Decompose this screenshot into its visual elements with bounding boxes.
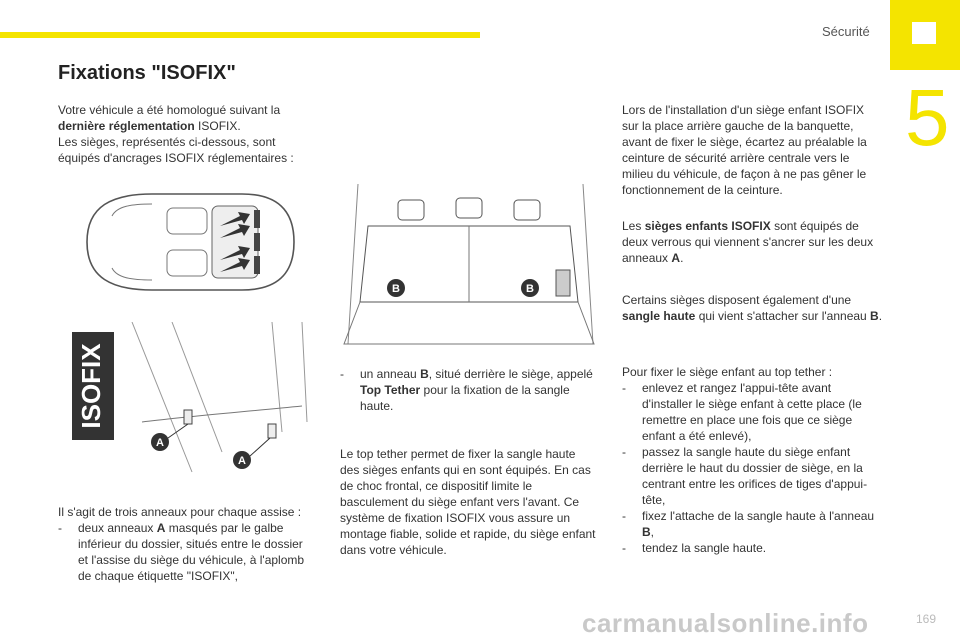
section-label: Sécurité xyxy=(822,24,870,39)
list-item xyxy=(622,380,884,444)
list-item-bold: Top Tether xyxy=(360,383,421,397)
list-item-bold: B xyxy=(420,367,429,381)
list-item-text: deux anneaux xyxy=(78,521,157,535)
para-bold: B xyxy=(870,309,879,323)
trunk-figure xyxy=(338,184,600,352)
chapter-tab-icon xyxy=(912,22,936,44)
para-text: Certains sièges disposent également d'une xyxy=(622,293,852,307)
chapter-tab xyxy=(890,0,960,70)
para-text: Les xyxy=(622,219,645,233)
para-bold: A xyxy=(671,251,681,265)
list-item-text: enlevez et rangez l'appui-tête avant d'installer le siège enfant à cette place (le remettre en place une fois que ce siège enfant a été enlevé), xyxy=(642,381,862,443)
anchor-a-label-1: A xyxy=(156,437,164,449)
list-item xyxy=(622,444,884,508)
list-item-bold: A xyxy=(156,521,166,535)
intro-paragraph xyxy=(58,102,318,166)
para-bold: sièges enfants ISOFIX xyxy=(644,219,771,233)
chapter-number: 5 xyxy=(905,73,950,162)
anchor-b-label-1: B xyxy=(392,283,400,295)
top-tether-paragraph: Le top tether permet de fixer la sangle haute des sièges enfants qui en sont équipés. En cas de choc frontal, ce dispositif limite le basculement du siège enfant vers l'avant. Ce système de fixation ISOFIX vous assure un montage fiable, solide et rapide, du siège enfant dans votre véhicule. xyxy=(340,447,596,557)
list-dash: - xyxy=(622,381,626,395)
intro-line2: ISOFIX. xyxy=(194,119,241,133)
page-title: Fixations "ISOFIX" xyxy=(58,62,236,84)
list-item-bold: B xyxy=(642,525,651,539)
isofix-seat-figure xyxy=(72,322,312,490)
para-text: sont équipés de deux verrous qui viennent s'ancrer sur les deux anneaux xyxy=(622,219,874,265)
list-item xyxy=(58,520,314,584)
list-item xyxy=(622,540,884,556)
intro-line3: Les sièges, représentés ci-dessous, sont équipés d'ancrages ISOFIX réglementaires : xyxy=(58,135,294,165)
watermark: carmanualsonline.info xyxy=(582,608,869,638)
list-item-text: un anneau xyxy=(360,367,421,381)
steps-intro: Pour fixer le siège enfant au top tether : xyxy=(622,365,833,379)
intro-bold: dernière réglementation xyxy=(58,119,195,133)
top-strap-paragraph xyxy=(622,292,884,324)
list-dash: - xyxy=(340,367,344,381)
mid-anchor-list xyxy=(340,366,596,414)
header-accent-bar xyxy=(0,32,480,38)
list-dash: - xyxy=(58,521,62,535)
list-item-text: passez la sangle haute du siège enfant derrière le haut du dossier de siège, en la centrant entre les orifices de tiges d'appui-tête, xyxy=(642,445,868,507)
list-dash: - xyxy=(622,445,626,459)
list-item-text: pour la fixation de la sangle haute. xyxy=(360,383,570,413)
top-tether-steps xyxy=(622,364,884,556)
list-item-text: , situé derrière le siège, appelé xyxy=(428,367,593,381)
anchor-a-label-2: A xyxy=(238,455,246,467)
list-item-text: fixez l'attache de la sangle haute à l'anneau xyxy=(642,509,875,523)
para-bold: sangle haute xyxy=(622,309,696,323)
para-text: . xyxy=(680,251,684,265)
list-item-text: , xyxy=(650,525,655,539)
page-number: 169 xyxy=(916,612,937,626)
para-text: . xyxy=(878,309,883,323)
install-paragraph: Lors de l'installation d'un siège enfant ISOFIX sur la place arrière gauche de la banquette, avant de fixer le siège, écartez au préalable la ceinture de sécurité arrière centrale vers le milieu du véhicule, de façon à ne pas gêner le fonctionnement de la ceinture. xyxy=(622,103,867,197)
intro-line1: Votre véhicule a été homologué suivant la xyxy=(58,103,281,117)
list-item xyxy=(622,508,884,540)
left-list-intro: Il s'agit de trois anneaux pour chaque assise : xyxy=(58,505,302,519)
car-top-view-figure xyxy=(72,186,302,298)
list-dash: - xyxy=(622,509,626,523)
para-text: qui vient s'attacher sur l'anneau xyxy=(695,309,871,323)
left-anchor-list xyxy=(58,504,314,584)
isofix-seats-paragraph xyxy=(622,218,884,266)
list-dash: - xyxy=(622,541,626,555)
list-item-text: tendez la sangle haute. xyxy=(642,541,767,555)
isofix-label: ISOFIX xyxy=(75,343,106,429)
list-item xyxy=(340,366,596,414)
list-item-text: masqués par le galbe inférieur du dossier, situés entre le dossier et l'assise du siège du véhicule, à l'aplomb de chaque étiquette "ISOFIX", xyxy=(78,521,305,583)
anchor-b-label-2: B xyxy=(526,283,534,295)
